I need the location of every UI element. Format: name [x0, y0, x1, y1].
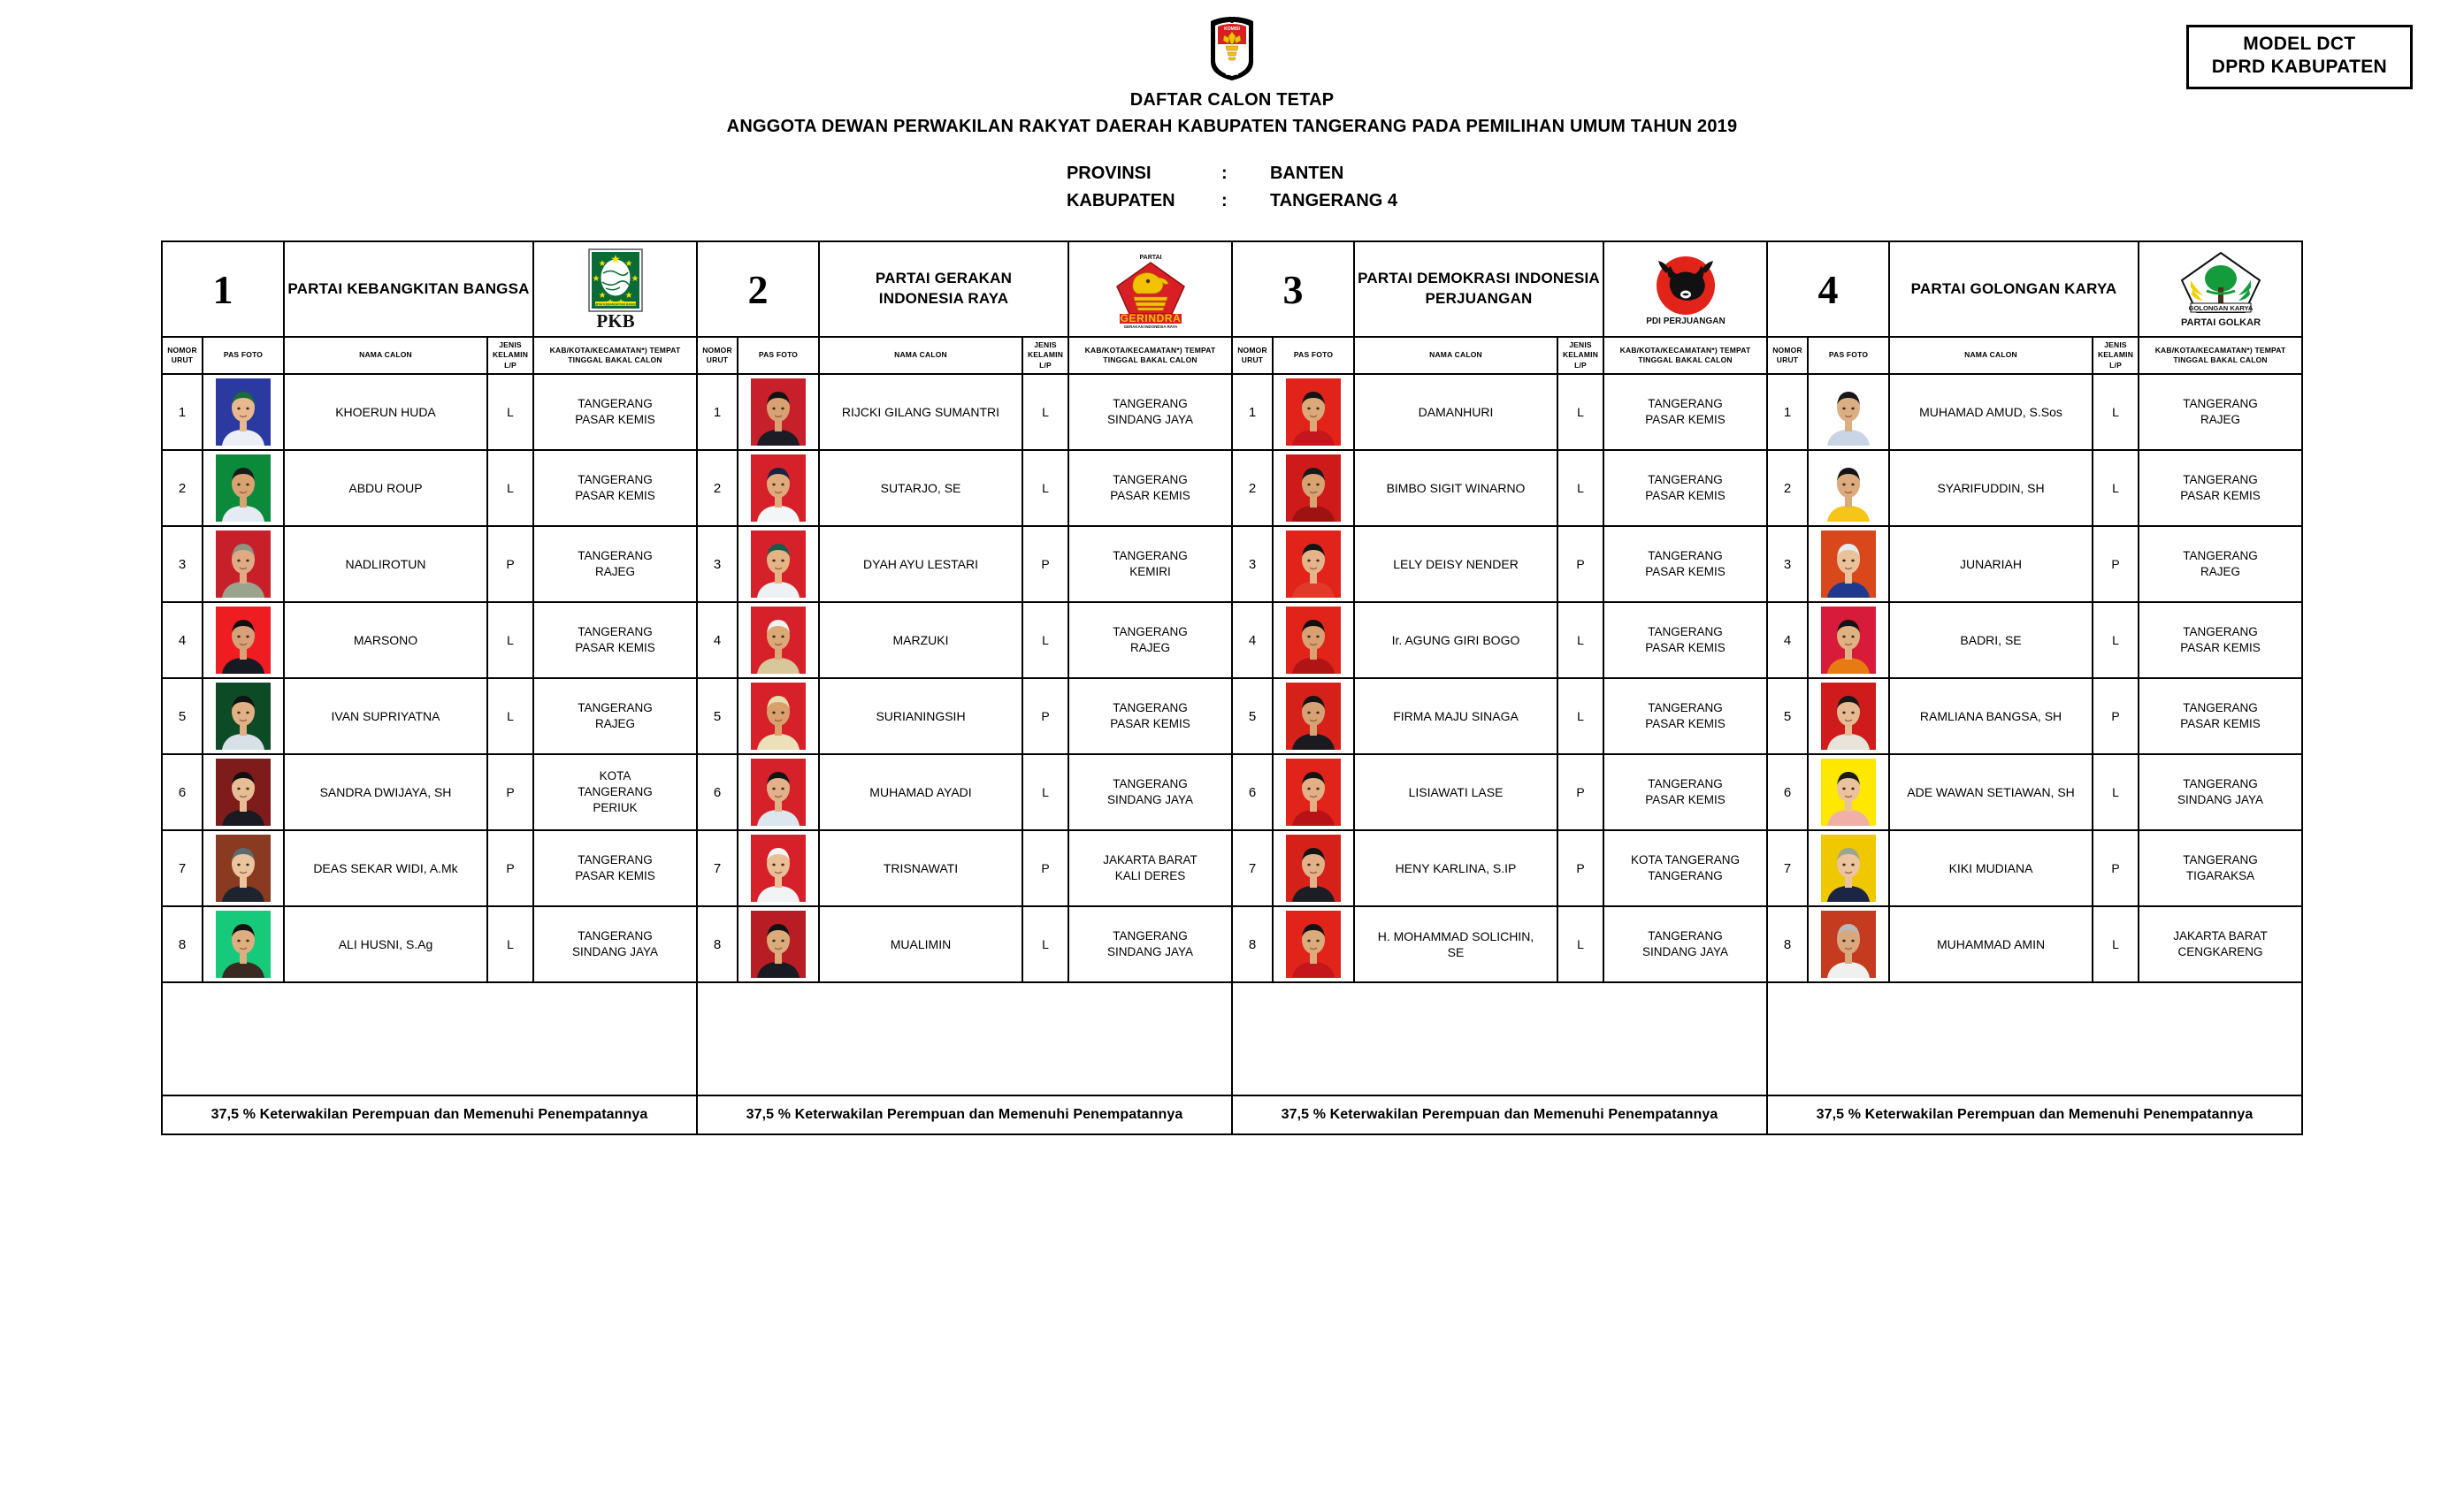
candidate-photo: [1808, 754, 1889, 830]
candidate-number: 8: [697, 906, 738, 982]
pkb-logo: [533, 241, 697, 337]
meta-colon-kabupaten: :: [1221, 191, 1228, 210]
candidate-name: MUHAMAD AMUD, S.Sos: [1889, 374, 2093, 450]
col-header-tempat-tinggal: KAB/KOTA/KECAMATAN*) TEMPAT TINGGAL BAKAL CALON: [1603, 337, 1767, 374]
candidate-name: IVAN SUPRIYATNA: [284, 678, 487, 754]
svg-text:PKB: PKB: [595, 310, 635, 330]
candidate-name: FIRMA MAJU SINAGA: [1354, 678, 1557, 754]
party-number-2: 2: [697, 241, 819, 337]
col-header-pas-foto: PAS FOTO: [203, 337, 284, 374]
candidate-photo: [738, 830, 819, 906]
meta-colon-provinsi: :: [1221, 164, 1228, 183]
col-header-jenis-kelamin: JENIS KELAMIN L/P: [1022, 337, 1068, 374]
candidate-photo: [1273, 830, 1354, 906]
pdip-logo: [1603, 241, 1767, 337]
candidate-name: ABDU ROUP: [284, 450, 487, 526]
svg-text:PEMILIHAN: PEMILIHAN: [1221, 67, 1243, 72]
footnote-cell: 37,5 % Keterwakilan Perempuan dan Memenuhi Penempatannya: [162, 1095, 697, 1134]
candidate-gender: P: [1557, 830, 1603, 906]
svg-text:GOLONGAN KARYA: GOLONGAN KARYA: [2188, 304, 2253, 312]
candidate-residence: TANGERANG KEMIRI: [1068, 526, 1232, 602]
meta-label-provinsi: PROVINSI: [1066, 164, 1152, 183]
candidate-photo: [1273, 374, 1354, 450]
candidate-number: 2: [1232, 450, 1273, 526]
candidate-gender: L: [487, 602, 533, 678]
candidate-residence: TANGERANG PASAR KEMIS: [1603, 526, 1767, 602]
candidate-gender: P: [2093, 678, 2139, 754]
candidate-gender: L: [1557, 374, 1603, 450]
spacer-cell: [1232, 982, 1767, 1095]
candidate-photo: [203, 906, 284, 982]
col-header-nomor-urut: NOMOR URUT: [1767, 337, 1808, 374]
candidate-residence: JAKARTA BARAT KALI DERES: [1068, 830, 1232, 906]
dct-sheet: [161, 240, 2301, 1135]
candidate-photo: [1273, 450, 1354, 526]
candidate-number: 2: [1767, 450, 1808, 526]
table-row: [162, 450, 2302, 526]
candidate-name: JUNARIAH: [1889, 526, 2093, 602]
table-row: [162, 906, 2302, 982]
candidate-photo: [1808, 374, 1889, 450]
candidate-number: 3: [1232, 526, 1273, 602]
candidate-residence: TANGERANG PASAR KEMIS: [1603, 450, 1767, 526]
party-name-2: PARTAI GERAKAN INDONESIA RAYA: [819, 241, 1068, 337]
col-header-jenis-kelamin: JENIS KELAMIN L/P: [2093, 337, 2139, 374]
candidate-name: SURIANINGSIH: [819, 678, 1022, 754]
col-header-tempat-tinggal: KAB/KOTA/KECAMATAN*) TEMPAT TINGGAL BAKAL CALON: [533, 337, 697, 374]
candidate-residence: TANGERANG SINDANG JAYA: [1068, 754, 1232, 830]
candidate-residence: TANGERANG PASAR KEMIS: [1068, 450, 1232, 526]
candidate-name: DEAS SEKAR WIDI, A.Mk: [284, 830, 487, 906]
candidate-photo: [738, 906, 819, 982]
col-header-nomor-urut: NOMOR URUT: [1232, 337, 1273, 374]
footnote-cell: 37,5 % Keterwakilan Perempuan dan Memenuhi Penempatannya: [697, 1095, 1232, 1134]
candidate-gender: L: [2093, 906, 2139, 982]
candidate-gender: P: [2093, 830, 2139, 906]
candidate-number: 2: [162, 450, 203, 526]
candidate-residence: TANGERANG TIGARAKSA: [2139, 830, 2302, 906]
candidate-number: 3: [697, 526, 738, 602]
col-header-pas-foto: PAS FOTO: [1273, 337, 1354, 374]
candidate-name: RAMLIANA BANGSA, SH: [1889, 678, 2093, 754]
svg-text:GERAKAN INDONESIA RAYA: GERAKAN INDONESIA RAYA: [1123, 324, 1177, 329]
candidate-gender: L: [2093, 450, 2139, 526]
candidate-residence: TANGERANG PASAR KEMIS: [1603, 374, 1767, 450]
party-name-4: PARTAI GOLONGAN KARYA: [1889, 241, 2139, 337]
svg-text:PARTAI GOLKAR: PARTAI GOLKAR: [2180, 317, 2261, 328]
candidate-gender: L: [487, 374, 533, 450]
candidate-number: 5: [1232, 678, 1273, 754]
candidate-gender: L: [1022, 374, 1068, 450]
candidate-number: 3: [1767, 526, 1808, 602]
candidate-number: 6: [697, 754, 738, 830]
candidate-number: 8: [1767, 906, 1808, 982]
candidate-photo: [1808, 830, 1889, 906]
candidate-name: MARZUKI: [819, 602, 1022, 678]
candidate-name: MUALIMIN: [819, 906, 1022, 982]
candidate-name: Ir. AGUNG GIRI BOGO: [1354, 602, 1557, 678]
candidate-number: 5: [697, 678, 738, 754]
meta-value-provinsi: BANTEN: [1269, 164, 1344, 183]
model-dct-line2: DPRD KABUPATEN: [2211, 57, 2387, 78]
candidate-residence: TANGERANG PASAR KEMIS: [533, 374, 697, 450]
candidate-name: ALI HUSNI, S.Ag: [284, 906, 487, 982]
page-title: DAFTAR CALON TETAP: [1129, 90, 1335, 110]
candidate-photo: [1273, 526, 1354, 602]
candidate-number: 7: [162, 830, 203, 906]
candidate-photo: [738, 526, 819, 602]
col-header-tempat-tinggal: KAB/KOTA/KECAMATAN*) TEMPAT TINGGAL BAKAL CALON: [2139, 337, 2302, 374]
spacer-row: [162, 982, 2302, 1095]
candidate-residence: TANGERANG PASAR KEMIS: [533, 830, 697, 906]
candidate-residence: TANGERANG PASAR KEMIS: [1603, 754, 1767, 830]
col-header-pas-foto: PAS FOTO: [1808, 337, 1889, 374]
candidate-gender: P: [487, 754, 533, 830]
candidate-photo: [738, 450, 819, 526]
table-row: [162, 602, 2302, 678]
candidate-residence: TANGERANG RAJEG: [1068, 602, 1232, 678]
col-header-nama-calon: NAMA CALON: [1889, 337, 2093, 374]
party-name-1: PARTAI KEBANGKITAN BANGSA: [284, 241, 533, 337]
candidate-gender: P: [1022, 678, 1068, 754]
candidate-residence: TANGERANG SINDANG JAYA: [2139, 754, 2302, 830]
candidate-number: 6: [1232, 754, 1273, 830]
candidate-gender: L: [1557, 906, 1603, 982]
candidate-name: HENY KARLINA, S.IP: [1354, 830, 1557, 906]
candidate-gender: L: [1022, 450, 1068, 526]
candidate-gender: L: [487, 906, 533, 982]
candidate-photo: [1808, 450, 1889, 526]
col-header-jenis-kelamin: JENIS KELAMIN L/P: [1557, 337, 1603, 374]
candidate-name: DYAH AYU LESTARI: [819, 526, 1022, 602]
candidate-photo: [738, 374, 819, 450]
candidate-gender: L: [1557, 678, 1603, 754]
candidate-number: 1: [697, 374, 738, 450]
gerindra-logo: [1068, 241, 1232, 337]
candidate-residence: TANGERANG RAJEG: [2139, 374, 2302, 450]
candidate-photo: [1808, 526, 1889, 602]
svg-text:PDI PERJUANGAN: PDI PERJUANGAN: [1645, 317, 1726, 326]
candidate-residence: TANGERANG PASAR KEMIS: [533, 602, 697, 678]
meta-row-kabupaten: [1067, 187, 1397, 215]
svg-text:PARTAI KEBANGKITAN BANGSA: PARTAI KEBANGKITAN BANGSA: [591, 302, 639, 307]
candidate-residence: TANGERANG PASAR KEMIS: [2139, 450, 2302, 526]
candidate-number: 7: [1232, 830, 1273, 906]
col-header-pas-foto: PAS FOTO: [738, 337, 819, 374]
footnote-cell: 37,5 % Keterwakilan Perempuan dan Memenuhi Penempatannya: [1767, 1095, 2302, 1134]
col-header-nama-calon: NAMA CALON: [819, 337, 1022, 374]
candidate-gender: P: [1557, 754, 1603, 830]
candidate-number: 2: [697, 450, 738, 526]
candidate-number: 4: [1767, 602, 1808, 678]
candidate-name: SANDRA DWIJAYA, SH: [284, 754, 487, 830]
svg-text:PARTAI: PARTAI: [1139, 255, 1162, 261]
svg-text:GERINDRA: GERINDRA: [1120, 312, 1181, 324]
candidate-residence: TANGERANG RAJEG: [533, 526, 697, 602]
candidate-photo: [738, 602, 819, 678]
svg-text:KOMISI: KOMISI: [1224, 27, 1240, 32]
candidate-name: ADE WAWAN SETIAWAN, SH: [1889, 754, 2093, 830]
candidate-residence: TANGERANG SINDANG JAYA: [1068, 374, 1232, 450]
col-header-nomor-urut: NOMOR URUT: [162, 337, 203, 374]
candidate-photo: [738, 754, 819, 830]
candidate-name: LELY DEISY NENDER: [1354, 526, 1557, 602]
candidate-name: NADLIROTUN: [284, 526, 487, 602]
candidate-gender: L: [1557, 450, 1603, 526]
candidate-name: MUHAMMAD AMIN: [1889, 906, 2093, 982]
candidate-gender: L: [2093, 754, 2139, 830]
candidate-number: 1: [1767, 374, 1808, 450]
meta-label-kabupaten: KABUPATEN: [1066, 191, 1175, 210]
candidate-residence: JAKARTA BARAT CENGKARENG: [2139, 906, 2302, 982]
candidate-residence: TANGERANG SINDANG JAYA: [1068, 906, 1232, 982]
party-number-3: 3: [1232, 241, 1354, 337]
candidate-name: SYARIFUDDIN, SH: [1889, 450, 2093, 526]
candidate-number: 8: [162, 906, 203, 982]
meta-value-kabupaten: TANGERANG 4: [1269, 191, 1398, 210]
candidate-number: 4: [162, 602, 203, 678]
candidate-residence: KOTA TANGERANG PERIUK: [533, 754, 697, 830]
spacer-cell: [1767, 982, 2302, 1095]
golkar-logo: [2139, 241, 2302, 337]
candidate-residence: TANGERANG PASAR KEMIS: [2139, 602, 2302, 678]
col-header-nama-calon: NAMA CALON: [284, 337, 487, 374]
candidate-name: DAMANHURI: [1354, 374, 1557, 450]
footnote-cell: 37,5 % Keterwakilan Perempuan dan Memenuhi Penempatannya: [1232, 1095, 1767, 1134]
table-row: [162, 526, 2302, 602]
candidate-photo: [1273, 602, 1354, 678]
candidate-residence: TANGERANG SINDANG JAYA: [1603, 906, 1767, 982]
candidate-gender: P: [1022, 526, 1068, 602]
candidate-residence: KOTA TANGERANG TANGERANG: [1603, 830, 1767, 906]
table-row: [162, 374, 2302, 450]
candidate-number: 7: [697, 830, 738, 906]
candidate-photo: [203, 526, 284, 602]
candidate-photo: [1808, 906, 1889, 982]
candidate-gender: P: [487, 526, 533, 602]
candidate-name: BADRI, SE: [1889, 602, 2093, 678]
model-dct-line1: MODEL DCT: [2243, 34, 2356, 54]
candidate-name: KHOERUN HUDA: [284, 374, 487, 450]
page-subtitle: ANGGOTA DEWAN PERWAKILAN RAKYAT DAERAH KABUPATEN TANGERANG PADA PEMILIHAN UMUM TAHUN 2019: [726, 117, 1738, 136]
candidate-gender: L: [1022, 602, 1068, 678]
candidate-name: MUHAMAD AYADI: [819, 754, 1022, 830]
candidate-number: 7: [1767, 830, 1808, 906]
candidate-residence: TANGERANG PASAR KEMIS: [1068, 678, 1232, 754]
candidate-photo: [203, 374, 284, 450]
candidate-number: 6: [1767, 754, 1808, 830]
candidate-number: 1: [162, 374, 203, 450]
party-name-3: PARTAI DEMOKRASI INDONESIA PERJUANGAN: [1354, 241, 1603, 337]
candidate-name: BIMBO SIGIT WINARNO: [1354, 450, 1557, 526]
candidate-residence: TANGERANG RAJEG: [2139, 526, 2302, 602]
candidate-gender: L: [2093, 374, 2139, 450]
document-meta: [1067, 160, 1397, 215]
dct-table: [161, 240, 2303, 1135]
candidate-photo: [203, 754, 284, 830]
candidate-gender: P: [2093, 526, 2139, 602]
kpu-logo: [1205, 16, 1259, 81]
document-header: [0, 0, 2464, 215]
candidate-residence: TANGERANG RAJEG: [533, 678, 697, 754]
candidate-name: MARSONO: [284, 602, 487, 678]
candidate-name: H. MOHAMMAD SOLICHIN, SE: [1354, 906, 1557, 982]
candidate-gender: L: [487, 678, 533, 754]
candidate-photo: [1808, 678, 1889, 754]
candidate-residence: TANGERANG PASAR KEMIS: [533, 450, 697, 526]
candidate-name: LISIAWATI LASE: [1354, 754, 1557, 830]
candidate-number: 4: [697, 602, 738, 678]
svg-text:UMUM: UMUM: [1225, 72, 1239, 76]
spacer-cell: [162, 982, 697, 1095]
candidate-photo: [203, 450, 284, 526]
col-header-jenis-kelamin: JENIS KELAMIN L/P: [487, 337, 533, 374]
candidate-gender: L: [1022, 906, 1068, 982]
table-row: [162, 754, 2302, 830]
col-header-tempat-tinggal: KAB/KOTA/KECAMATAN*) TEMPAT TINGGAL BAKAL CALON: [1068, 337, 1232, 374]
candidate-photo: [1808, 602, 1889, 678]
table-row: [162, 830, 2302, 906]
candidate-name: RIJCKI GILANG SUMANTRI: [819, 374, 1022, 450]
candidate-number: 3: [162, 526, 203, 602]
candidate-name: TRISNAWATI: [819, 830, 1022, 906]
candidate-gender: L: [1557, 602, 1603, 678]
candidate-gender: L: [1022, 754, 1068, 830]
table-row: [162, 678, 2302, 754]
candidate-gender: P: [1557, 526, 1603, 602]
candidate-residence: TANGERANG PASAR KEMIS: [1603, 602, 1767, 678]
candidate-gender: P: [1022, 830, 1068, 906]
party-number-4: 4: [1767, 241, 1889, 337]
footnote-row: [162, 1095, 2302, 1134]
candidate-gender: P: [487, 830, 533, 906]
candidate-photo: [738, 678, 819, 754]
party-number-1: 1: [162, 241, 284, 337]
candidate-number: 5: [162, 678, 203, 754]
candidate-residence: TANGERANG SINDANG JAYA: [533, 906, 697, 982]
spacer-cell: [697, 982, 1232, 1095]
candidate-photo: [203, 830, 284, 906]
candidate-photo: [1273, 906, 1354, 982]
candidate-photo: [1273, 754, 1354, 830]
candidate-residence: TANGERANG PASAR KEMIS: [1603, 678, 1767, 754]
col-header-nomor-urut: NOMOR URUT: [697, 337, 738, 374]
candidate-number: 8: [1232, 906, 1273, 982]
candidate-name: KIKI MUDIANA: [1889, 830, 2093, 906]
candidate-residence: TANGERANG PASAR KEMIS: [2139, 678, 2302, 754]
meta-row-provinsi: [1067, 160, 1397, 187]
candidate-number: 6: [162, 754, 203, 830]
candidate-number: 1: [1232, 374, 1273, 450]
column-header-row: [162, 337, 2302, 374]
col-header-nama-calon: NAMA CALON: [1354, 337, 1557, 374]
candidate-number: 5: [1767, 678, 1808, 754]
candidate-gender: L: [2093, 602, 2139, 678]
candidate-photo: [1273, 678, 1354, 754]
candidate-number: 4: [1232, 602, 1273, 678]
candidate-photo: [203, 678, 284, 754]
candidate-gender: L: [487, 450, 533, 526]
party-banner-row: [162, 241, 2302, 337]
candidate-name: SUTARJO, SE: [819, 450, 1022, 526]
candidate-photo: [203, 602, 284, 678]
